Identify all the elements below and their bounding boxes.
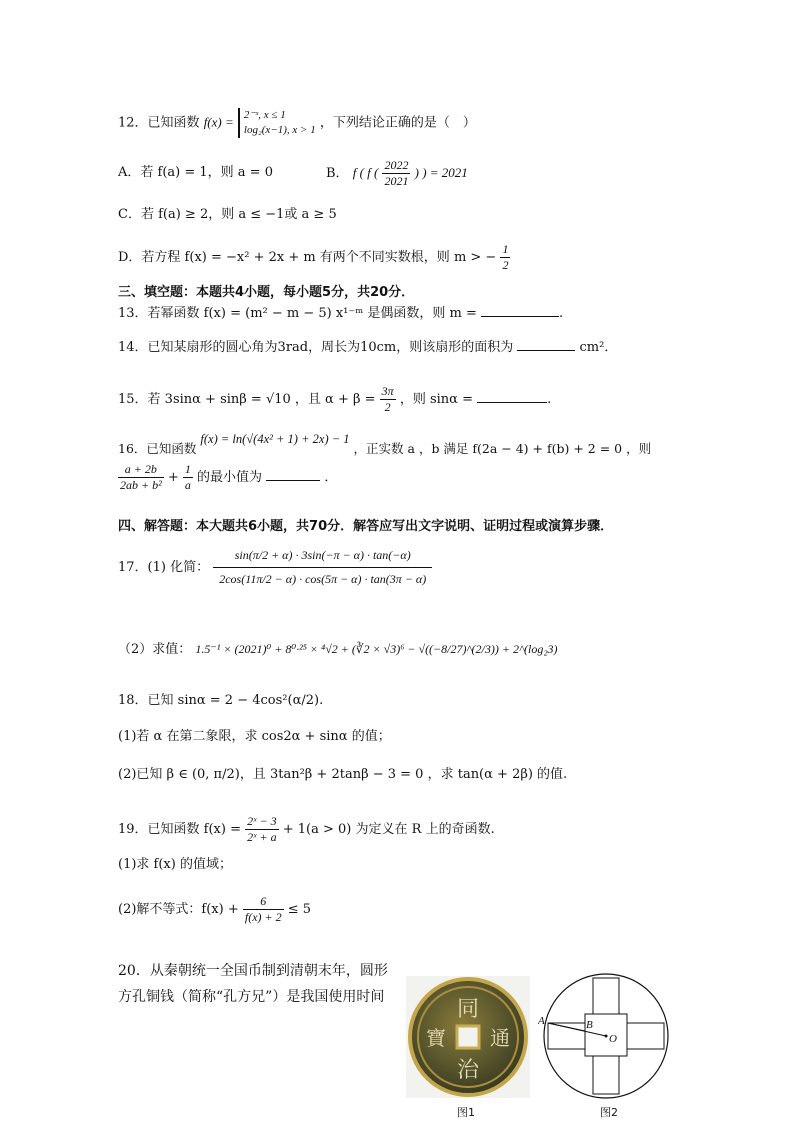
q12-optB-pre: B． xyxy=(326,166,349,181)
q19-den: 2ˣ + a xyxy=(247,830,277,844)
q19-stem-pre: 19．已知函数 f(x) = xyxy=(118,822,241,837)
diagram-svg xyxy=(538,972,674,1102)
q16-tail: 的最小值为 xyxy=(197,470,263,485)
figure-2-diagram xyxy=(538,972,674,1102)
section-3-heading: 三、填空题：本题共4小题，每小题5分，共20分． xyxy=(118,285,415,300)
figure-1-caption: 图1 xyxy=(457,1106,475,1119)
q19-p2-post: ≤ 5 xyxy=(287,902,312,917)
q12-stem xyxy=(118,108,476,138)
q14-text: 14．已知某扇形的圆心角为3rad，周长为10cm，则该扇形的面积为 xyxy=(118,340,514,355)
q15-num: 3π xyxy=(381,384,394,398)
q12-optB-f: f ( f ( xyxy=(352,165,379,180)
q16-pre: 16．已知函数 xyxy=(118,441,197,456)
q19-p2-frac xyxy=(243,894,284,925)
q14-post: cm²． xyxy=(579,340,618,355)
q16-answer-blank[interactable] xyxy=(266,468,320,481)
q15-post: . xyxy=(547,392,552,407)
q19-frac xyxy=(245,814,278,845)
q14 xyxy=(118,338,617,357)
q19-p2-den: f(x) + 2 xyxy=(244,910,282,924)
q17-p1-den: 2cos(11π/2 − α) · cos(5π − α) · tan(3π − α) xyxy=(219,572,427,586)
diagram-label-b: B xyxy=(586,1019,593,1031)
q15-text: 15．若 3sinα + sinβ = √10 ，且 α + β = xyxy=(118,392,376,407)
q20-line2: 方孔铜钱（简称“孔方兄”）是我国使用时间 xyxy=(118,989,385,1005)
coin-char-right: 通 xyxy=(490,1026,510,1050)
q19-stem-post: + 1(a > 0) 为定义在 R 上的奇函数. xyxy=(282,822,495,837)
q16-func: f(x) = ln(√(4x² + 1) + 2x) − 1 xyxy=(200,432,350,446)
q17-p1-frac xyxy=(213,544,432,591)
coin-char-top: 同 xyxy=(456,997,480,1022)
q13 xyxy=(118,304,563,323)
q12-stem-b: ，下列结论正确的是（ ） xyxy=(319,115,476,131)
q18-stem: 18．已知 sinα = 2 − 4cos²(α/2). xyxy=(118,693,324,708)
coin-square-hole xyxy=(457,1026,479,1048)
q13-text: 13．若幂函数 f(x) = (m² − m − 5) x¹⁻ᵐ 是偶函数，则 m = xyxy=(118,306,477,321)
q12-optB-num: 2022 xyxy=(384,158,409,172)
q16-line1 xyxy=(118,432,652,458)
q16-mid: ，正实数 a ，b 满足 f(2a − 4) + f(b) + 2 = 0 ，则 xyxy=(353,441,652,456)
q12-fx: f(x) = xyxy=(203,114,234,130)
q19-num: 2ˣ − 3 xyxy=(247,814,277,828)
q16-frac1 xyxy=(118,462,164,493)
q12-optD-text: D．若方程 f(x) = −x² + 2x + m 有两个不同实数根，则 m > − xyxy=(118,250,497,265)
q15 xyxy=(118,384,551,415)
q15-mid: ，则 sinα = xyxy=(399,392,473,407)
q16-frac2 xyxy=(183,462,193,493)
q12-optD-den: 2 xyxy=(502,258,509,272)
q12-piecewise xyxy=(238,108,316,138)
q19-p2-num: 6 xyxy=(243,894,284,910)
q12-option-b xyxy=(326,158,468,189)
q12-optD-num: 1 xyxy=(502,242,509,256)
q16-frac2-den: a xyxy=(184,478,191,492)
q12-option-d xyxy=(118,242,510,273)
section-4-heading: 四、解答题：本大题共6小题，共70分．解答应写出文字说明、证明过程或演算步骤． xyxy=(118,519,614,534)
q12-optD-frac xyxy=(500,242,510,273)
diagram-label-a: A xyxy=(538,1015,545,1027)
diagram-label-o: O xyxy=(609,1033,617,1045)
q18-part2: (2)已知 β ∈ (0, π/2)，且 3tan²β + 2tanβ − 3 = 0 ，求 tan(α + 2β) 的值. xyxy=(118,767,568,782)
q12-piece2: log₂(x−1), x > 1 xyxy=(243,124,316,136)
q12-optB-post: ) ) = 2021 xyxy=(414,165,468,180)
q17-part2 xyxy=(118,640,558,659)
q16-frac2-num: 1 xyxy=(184,462,191,476)
q15-den: 2 xyxy=(384,400,391,414)
q16-frac1-num: a + 2b xyxy=(118,462,164,478)
q16-post: ． xyxy=(324,470,338,485)
q17-p1-num: sin(π/2 + α) · 3sin(−π − α) · tan(−α) xyxy=(213,544,432,568)
q16-frac1-den: 2ab + b² xyxy=(120,478,162,492)
q17-part1 xyxy=(118,544,432,591)
figure-2-caption: 图2 xyxy=(600,1106,618,1119)
q12-stem-a: 12．已知函数 xyxy=(118,115,200,131)
q13-post: . xyxy=(558,306,564,321)
q19-stem xyxy=(118,814,495,845)
coin-char-left: 寶 xyxy=(426,1026,446,1050)
q19-part1: (1)求 f(x) 的值域； xyxy=(118,857,232,872)
figure-1-coin xyxy=(406,976,530,1098)
q19-part2 xyxy=(118,894,311,925)
diagram-segment-AB xyxy=(548,1023,585,1031)
q16-line2 xyxy=(118,462,337,493)
q12-optB-den: 2021 xyxy=(384,174,409,188)
q12-piece1: 2⁻ˣ, x ≤ 1 xyxy=(243,109,286,121)
q20-line1: 20．从秦朝统一全国币制到清朝末年，圆形 xyxy=(118,963,388,979)
q17-p1-label: 17．(1) 化简： xyxy=(118,559,210,575)
coin-svg xyxy=(406,976,530,1098)
q17-p2-expr: 1.5⁻¹ × (2021)⁰ + 8⁰·²⁵ × ⁴√2 + (∛2 × √3)⁶ − √((−8/27)^(2/3)) + 2^(log₂3) xyxy=(195,642,558,656)
q18-part1: (1)若 α 在第二象限，求 cos2α + sinα 的值； xyxy=(118,729,391,744)
q12-option-a: A．若 f(a) = 1，则 a = 0 xyxy=(118,165,273,180)
q12-option-c: C．若 f(a) ≥ 2，则 a ≤ −1或 a ≥ 5 xyxy=(118,207,337,222)
q19-p2-pre: (2)解不等式：f(x) + xyxy=(118,902,239,917)
q17-p2-label: （2）求值： xyxy=(118,642,192,657)
q16-plus: + xyxy=(167,470,179,485)
q13-answer-blank[interactable] xyxy=(481,304,559,317)
coin-char-bottom: 治 xyxy=(456,1058,480,1083)
q15-frac xyxy=(380,384,396,415)
q14-answer-blank[interactable] xyxy=(517,338,575,351)
q15-answer-blank[interactable] xyxy=(477,390,547,403)
q12-optB-frac xyxy=(382,158,410,189)
